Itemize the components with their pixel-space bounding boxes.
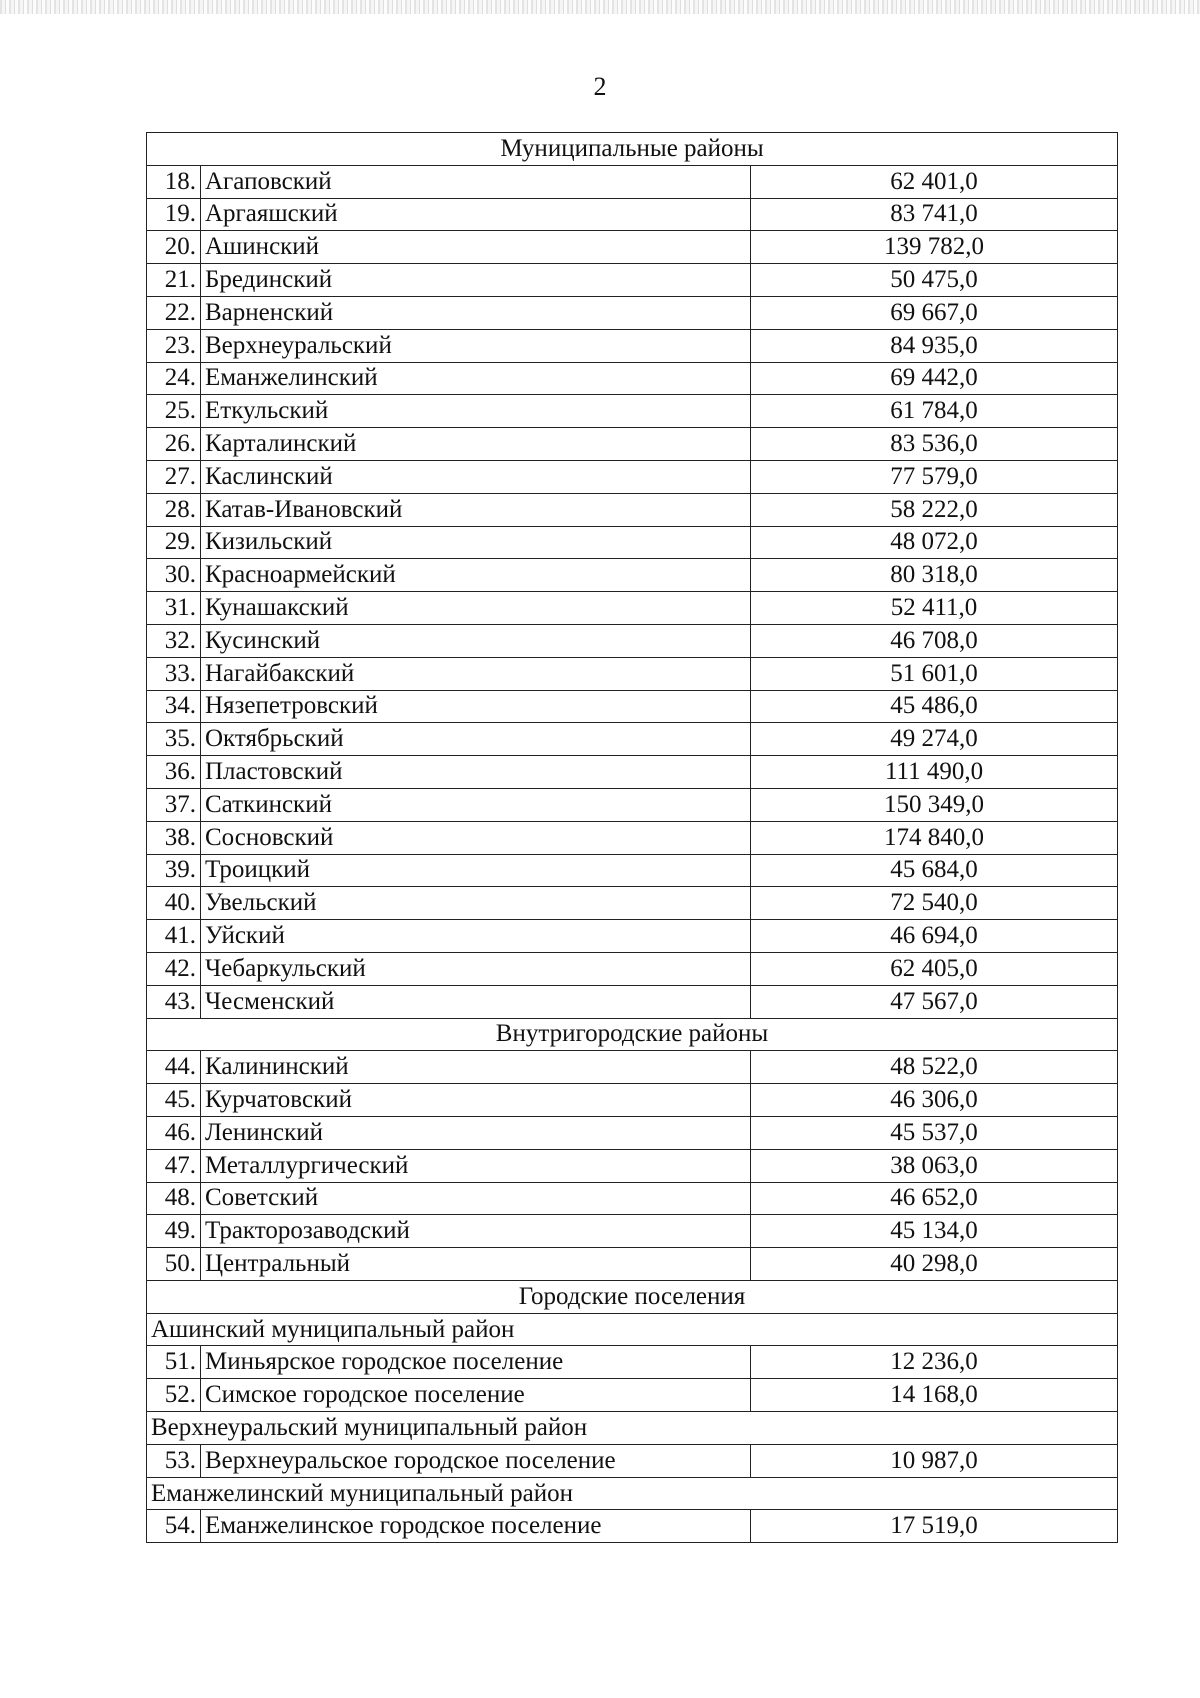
row-number: 39. — [147, 854, 201, 887]
amount-value: 51 601,0 — [751, 657, 1118, 690]
row-number: 51. — [147, 1346, 201, 1379]
table-row — [147, 985, 1118, 1018]
page-number: 2 — [593, 72, 607, 101]
district-name: Ашинский — [201, 231, 751, 264]
amount-value: 48 522,0 — [751, 1051, 1118, 1084]
table-row — [147, 526, 1118, 559]
section-header-row — [147, 133, 1118, 166]
amount-value: 69 442,0 — [751, 362, 1118, 395]
section-title: Муниципальные районы — [147, 133, 1118, 166]
row-number: 38. — [147, 821, 201, 854]
row-number: 30. — [147, 559, 201, 592]
table-row — [147, 723, 1118, 756]
amount-value: 83 741,0 — [751, 198, 1118, 231]
amount-value: 150 349,0 — [751, 788, 1118, 821]
scan-artifact-strip — [0, 0, 1200, 14]
district-name: Пластовский — [201, 756, 751, 789]
amount-value: 111 490,0 — [751, 756, 1118, 789]
district-name: Нагайбакский — [201, 657, 751, 690]
amount-value: 12 236,0 — [751, 1346, 1118, 1379]
table-row — [147, 1510, 1118, 1543]
amount-value: 46 652,0 — [751, 1182, 1118, 1215]
table-row — [147, 887, 1118, 920]
district-name: Октябрьский — [201, 723, 751, 756]
amount-value: 174 840,0 — [751, 821, 1118, 854]
allocation-table-body — [147, 133, 1118, 1543]
row-number: 40. — [147, 887, 201, 920]
district-name: Агаповский — [201, 165, 751, 198]
subsection-header-row — [147, 1313, 1118, 1346]
district-name: Кусинский — [201, 624, 751, 657]
amount-value: 46 306,0 — [751, 1084, 1118, 1117]
table-row — [147, 920, 1118, 953]
district-name: Калининский — [201, 1051, 751, 1084]
table-row — [147, 1182, 1118, 1215]
district-name: Троицкий — [201, 854, 751, 887]
subsection-title: Ашинский муниципальный район — [147, 1313, 1118, 1346]
district-name: Еманжелинское городское поселение — [201, 1510, 751, 1543]
row-number: 22. — [147, 296, 201, 329]
district-name: Увельский — [201, 887, 751, 920]
table-row — [147, 1444, 1118, 1477]
row-number: 28. — [147, 493, 201, 526]
district-name: Брединский — [201, 264, 751, 297]
district-name: Советский — [201, 1182, 751, 1215]
row-number: 27. — [147, 460, 201, 493]
row-number: 24. — [147, 362, 201, 395]
row-number: 45. — [147, 1084, 201, 1117]
row-number: 52. — [147, 1379, 201, 1412]
amount-value: 139 782,0 — [751, 231, 1118, 264]
district-name: Варненский — [201, 296, 751, 329]
district-name: Миньярское городское поселение — [201, 1346, 751, 1379]
amount-value: 38 063,0 — [751, 1149, 1118, 1182]
district-name: Чебаркульский — [201, 952, 751, 985]
district-name: Тракторозаводский — [201, 1215, 751, 1248]
district-name: Кунашакский — [201, 592, 751, 625]
district-name: Катав-Ивановский — [201, 493, 751, 526]
row-number: 19. — [147, 198, 201, 231]
amount-value: 61 784,0 — [751, 395, 1118, 428]
table-row — [147, 592, 1118, 625]
district-name: Верхнеуральский — [201, 329, 751, 362]
row-number: 33. — [147, 657, 201, 690]
table-row — [147, 428, 1118, 461]
amount-value: 52 411,0 — [751, 592, 1118, 625]
row-number: 47. — [147, 1149, 201, 1182]
amount-value: 46 694,0 — [751, 920, 1118, 953]
district-name: Курчатовский — [201, 1084, 751, 1117]
amount-value: 69 667,0 — [751, 296, 1118, 329]
amount-value: 72 540,0 — [751, 887, 1118, 920]
row-number: 54. — [147, 1510, 201, 1543]
row-number: 36. — [147, 756, 201, 789]
district-name: Чесменский — [201, 985, 751, 1018]
table-row — [147, 1084, 1118, 1117]
row-number: 20. — [147, 231, 201, 264]
table-row — [147, 329, 1118, 362]
district-name: Еткульский — [201, 395, 751, 428]
table-row — [147, 264, 1118, 297]
table-row — [147, 296, 1118, 329]
section-header-row — [147, 1018, 1118, 1051]
row-number: 48. — [147, 1182, 201, 1215]
amount-value: 45 486,0 — [751, 690, 1118, 723]
row-number: 42. — [147, 952, 201, 985]
row-number: 26. — [147, 428, 201, 461]
district-name: Красноармейский — [201, 559, 751, 592]
district-name: Центральный — [201, 1248, 751, 1281]
row-number: 25. — [147, 395, 201, 428]
table-row — [147, 493, 1118, 526]
district-name: Кизильский — [201, 526, 751, 559]
amount-value: 48 072,0 — [751, 526, 1118, 559]
table-row — [147, 1149, 1118, 1182]
table-row — [147, 690, 1118, 723]
amount-value: 50 475,0 — [751, 264, 1118, 297]
table-row — [147, 1051, 1118, 1084]
row-number: 29. — [147, 526, 201, 559]
amount-value: 80 318,0 — [751, 559, 1118, 592]
table-row — [147, 624, 1118, 657]
row-number: 32. — [147, 624, 201, 657]
district-name: Саткинский — [201, 788, 751, 821]
amount-value: 46 708,0 — [751, 624, 1118, 657]
row-number: 31. — [147, 592, 201, 625]
table-row — [147, 1346, 1118, 1379]
amount-value: 17 519,0 — [751, 1510, 1118, 1543]
table-row — [147, 952, 1118, 985]
section-header-row — [147, 1280, 1118, 1313]
amount-value: 62 401,0 — [751, 165, 1118, 198]
district-name: Металлургический — [201, 1149, 751, 1182]
table-row — [147, 657, 1118, 690]
subsection-header-row — [147, 1477, 1118, 1510]
table-row — [147, 559, 1118, 592]
amount-value: 14 168,0 — [751, 1379, 1118, 1412]
amount-value: 58 222,0 — [751, 493, 1118, 526]
row-number: 21. — [147, 264, 201, 297]
subsection-title: Еманжелинский муниципальный район — [147, 1477, 1118, 1510]
district-name: Каслинский — [201, 460, 751, 493]
table-row — [147, 854, 1118, 887]
row-number: 44. — [147, 1051, 201, 1084]
row-number: 50. — [147, 1248, 201, 1281]
table-row — [147, 1248, 1118, 1281]
amount-value: 47 567,0 — [751, 985, 1118, 1018]
amount-value: 49 274,0 — [751, 723, 1118, 756]
table-row — [147, 756, 1118, 789]
district-name: Верхнеуральское городское поселение — [201, 1444, 751, 1477]
amount-value: 45 684,0 — [751, 854, 1118, 887]
row-number: 43. — [147, 985, 201, 1018]
amount-value: 62 405,0 — [751, 952, 1118, 985]
table-row — [147, 165, 1118, 198]
table-row — [147, 395, 1118, 428]
district-name: Симское городское поселение — [201, 1379, 751, 1412]
district-name: Еманжелинский — [201, 362, 751, 395]
row-number: 37. — [147, 788, 201, 821]
amount-value: 10 987,0 — [751, 1444, 1118, 1477]
row-number: 49. — [147, 1215, 201, 1248]
district-name: Ленинский — [201, 1116, 751, 1149]
section-title: Внутригородские районы — [147, 1018, 1118, 1051]
row-number: 35. — [147, 723, 201, 756]
row-number: 41. — [147, 920, 201, 953]
row-number: 53. — [147, 1444, 201, 1477]
district-name: Уйский — [201, 920, 751, 953]
table-row — [147, 231, 1118, 264]
row-number: 46. — [147, 1116, 201, 1149]
table-row — [147, 460, 1118, 493]
district-name: Нязепетровский — [201, 690, 751, 723]
table-row — [147, 362, 1118, 395]
table-row — [147, 198, 1118, 231]
amount-value: 77 579,0 — [751, 460, 1118, 493]
row-number: 23. — [147, 329, 201, 362]
allocation-table — [146, 132, 1118, 1543]
amount-value: 84 935,0 — [751, 329, 1118, 362]
amount-value: 83 536,0 — [751, 428, 1118, 461]
row-number: 34. — [147, 690, 201, 723]
table-row — [147, 821, 1118, 854]
row-number: 18. — [147, 165, 201, 198]
table-row — [147, 1116, 1118, 1149]
section-title: Городские поселения — [147, 1280, 1118, 1313]
subsection-title: Верхнеуральский муниципальный район — [147, 1412, 1118, 1445]
table-row — [147, 788, 1118, 821]
amount-value: 45 134,0 — [751, 1215, 1118, 1248]
amount-value: 40 298,0 — [751, 1248, 1118, 1281]
district-name: Карталинский — [201, 428, 751, 461]
table-row — [147, 1379, 1118, 1412]
district-name: Аргаяшский — [201, 198, 751, 231]
amount-value: 45 537,0 — [751, 1116, 1118, 1149]
table-row — [147, 1215, 1118, 1248]
subsection-header-row — [147, 1412, 1118, 1445]
district-name: Сосновский — [201, 821, 751, 854]
